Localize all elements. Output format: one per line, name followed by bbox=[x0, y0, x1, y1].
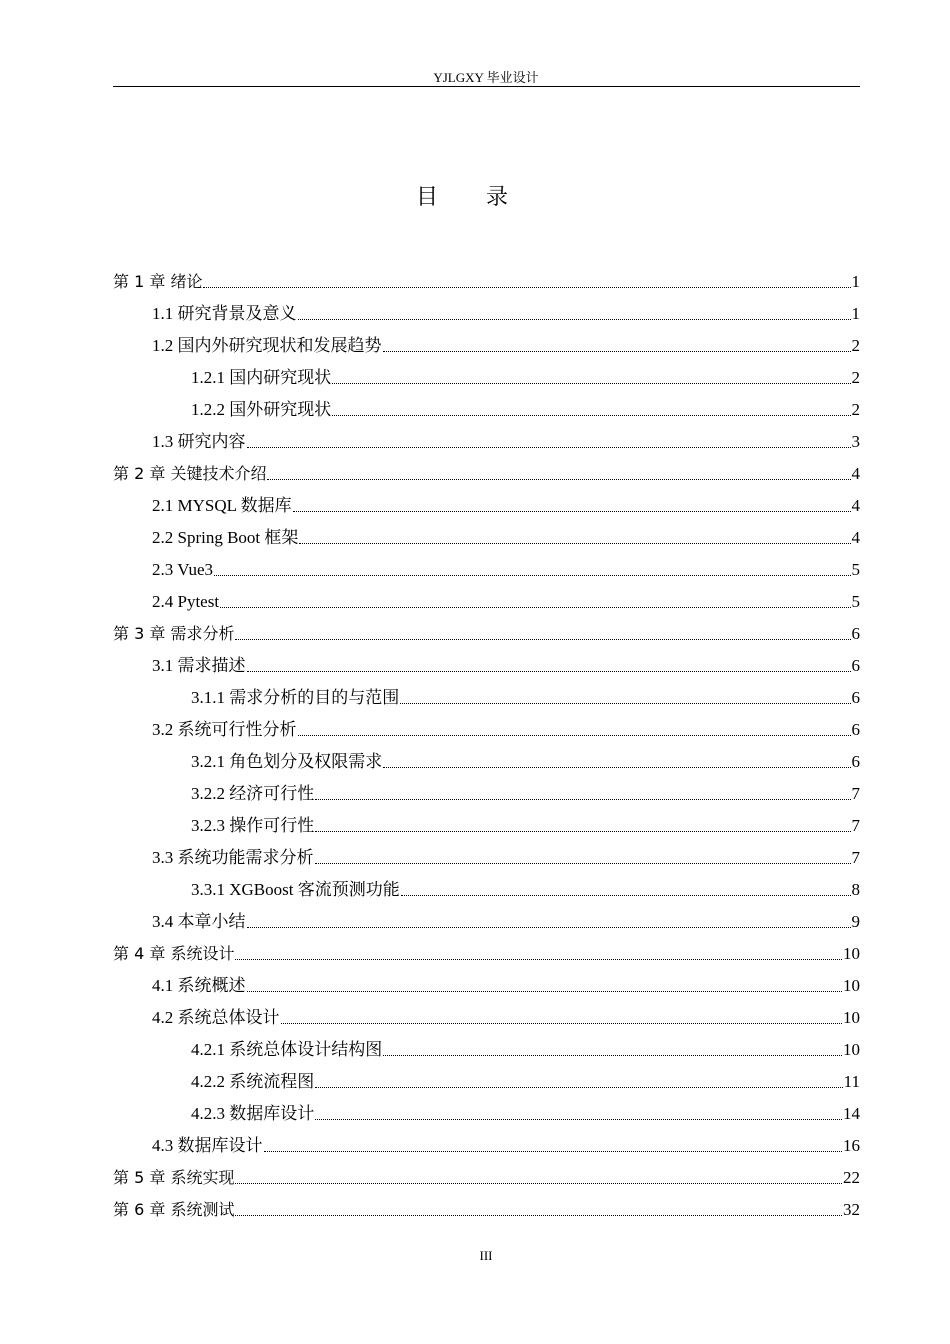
toc-entry-label: 3.3.1 XGBoost 客流预测功能 bbox=[191, 880, 400, 899]
toc-leader-dots bbox=[315, 863, 851, 864]
toc-leader-dots bbox=[400, 703, 850, 704]
toc-leader-dots bbox=[332, 383, 850, 384]
toc-entry[interactable] bbox=[113, 842, 860, 874]
toc-entry-page: 5 bbox=[851, 592, 860, 611]
toc-entry-page: 10 bbox=[843, 976, 860, 995]
toc-entry-label: 3.1.1 需求分析的目的与范围 bbox=[191, 688, 400, 707]
toc-entry-page: 8 bbox=[851, 880, 860, 899]
toc-entry[interactable] bbox=[113, 1194, 860, 1226]
toc-entry[interactable] bbox=[113, 1162, 860, 1194]
toc-entry-label: 4.3 数据库设计 bbox=[152, 1136, 263, 1155]
toc-entry-page: 3 bbox=[851, 432, 860, 451]
toc-entry-label: 3.3 系统功能需求分析 bbox=[152, 848, 314, 867]
toc-entry[interactable] bbox=[113, 714, 860, 746]
toc-entry[interactable] bbox=[113, 1002, 860, 1034]
toc-entry-label: 1.2.2 国外研究现状 bbox=[191, 400, 332, 419]
toc-leader-dots bbox=[247, 447, 851, 448]
toc-leader-dots bbox=[315, 831, 850, 832]
toc-leader-dots bbox=[383, 351, 851, 352]
toc-entry[interactable] bbox=[113, 1066, 860, 1098]
toc-entry-label: 1.3 研究内容 bbox=[152, 432, 246, 451]
toc-entry-label: 2.2 Spring Boot 框架 bbox=[152, 528, 299, 547]
toc-entry-page: 7 bbox=[851, 784, 860, 803]
toc-entry-page: 10 bbox=[843, 944, 860, 963]
toc-leader-dots bbox=[220, 607, 850, 608]
toc-entry[interactable] bbox=[113, 810, 860, 842]
toc-entry-label: 1.2 国内外研究现状和发展趋势 bbox=[152, 336, 382, 355]
toc-leader-dots bbox=[332, 415, 850, 416]
toc-leader-dots bbox=[247, 671, 851, 672]
toc-entry-page: 2 bbox=[851, 368, 860, 387]
toc-entry[interactable] bbox=[113, 874, 860, 906]
toc-entry-page: 4 bbox=[851, 528, 860, 547]
toc-leader-dots bbox=[235, 1215, 842, 1216]
toc-leader-dots bbox=[315, 1087, 842, 1088]
toc-leader-dots bbox=[235, 959, 842, 960]
toc-entry-page: 6 bbox=[851, 688, 860, 707]
toc-leader-dots bbox=[235, 1183, 842, 1184]
toc-entry-label: 1.2.1 国内研究现状 bbox=[191, 368, 332, 387]
toc-entry-label: 4.2.3 数据库设计 bbox=[191, 1104, 315, 1123]
page-number: III bbox=[479, 1248, 493, 1263]
toc-entry[interactable] bbox=[113, 970, 860, 1002]
toc-entry-page: 2 bbox=[851, 400, 860, 419]
toc-entry[interactable] bbox=[113, 522, 860, 554]
toc-entry[interactable] bbox=[113, 426, 860, 458]
toc-leader-dots bbox=[264, 1151, 843, 1152]
toc-entry[interactable] bbox=[113, 586, 860, 618]
toc-entry-page: 6 bbox=[851, 624, 860, 643]
toc-entry-page: 6 bbox=[851, 720, 860, 739]
toc-entry-label: 4.2.2 系统流程图 bbox=[191, 1072, 315, 1091]
toc-entry-page: 2 bbox=[851, 336, 860, 355]
toc-entry[interactable] bbox=[113, 490, 860, 522]
toc-leader-dots bbox=[315, 1119, 842, 1120]
toc-entry-label: 第 5 章 系统实现 bbox=[113, 1168, 235, 1187]
toc-entry[interactable] bbox=[113, 266, 860, 298]
toc-leader-dots bbox=[281, 1023, 843, 1024]
toc-entry-label: 第 3 章 需求分析 bbox=[113, 624, 235, 643]
toc-entry-label: 4.2 系统总体设计 bbox=[152, 1008, 280, 1027]
toc-entry[interactable] bbox=[113, 682, 860, 714]
toc-entry-page: 9 bbox=[851, 912, 860, 931]
toc-entry[interactable] bbox=[113, 298, 860, 330]
toc-entry-label: 4.2.1 系统总体设计结构图 bbox=[191, 1040, 383, 1059]
toc-entry[interactable] bbox=[113, 1034, 860, 1066]
toc-leader-dots bbox=[401, 895, 851, 896]
toc-entry-page: 1 bbox=[851, 304, 860, 323]
page-header: YJLGXY 毕业设计 bbox=[433, 70, 539, 85]
toc-entry-page: 11 bbox=[843, 1072, 860, 1091]
toc-leader-dots bbox=[203, 287, 850, 288]
toc-entry-page: 14 bbox=[843, 1104, 860, 1123]
toc-leader-dots bbox=[298, 735, 851, 736]
toc-entry-page: 7 bbox=[851, 848, 860, 867]
toc-entry-label: 3.2.3 操作可行性 bbox=[191, 816, 315, 835]
toc-entry-page: 10 bbox=[843, 1040, 860, 1059]
table-of-contents bbox=[113, 266, 860, 1226]
toc-entry-label: 3.4 本章小结 bbox=[152, 912, 246, 931]
toc-entry-page: 6 bbox=[851, 752, 860, 771]
toc-leader-dots bbox=[247, 991, 843, 992]
toc-entry-label: 第 2 章 关键技术介绍 bbox=[113, 464, 267, 483]
toc-entry-label: 3.1 需求描述 bbox=[152, 656, 246, 675]
toc-leader-dots bbox=[293, 511, 851, 512]
toc-leader-dots bbox=[267, 479, 850, 480]
toc-entry-page: 22 bbox=[843, 1168, 860, 1187]
toc-entry-page: 7 bbox=[851, 816, 860, 835]
toc-entry-label: 2.3 Vue3 bbox=[152, 560, 213, 579]
toc-entry-page: 6 bbox=[851, 656, 860, 675]
toc-leader-dots bbox=[235, 639, 850, 640]
toc-entry-label: 第 1 章 绪论 bbox=[113, 272, 203, 291]
toc-entry-label: 1.1 研究背景及意义 bbox=[152, 304, 297, 323]
header-divider bbox=[113, 86, 860, 87]
toc-entry[interactable] bbox=[113, 746, 860, 778]
toc-entry-page: 1 bbox=[851, 272, 860, 291]
toc-entry[interactable] bbox=[113, 778, 860, 810]
toc-entry[interactable] bbox=[113, 1130, 860, 1162]
toc-entry[interactable] bbox=[113, 650, 860, 682]
toc-leader-dots bbox=[383, 767, 850, 768]
toc-entry[interactable] bbox=[113, 618, 860, 650]
toc-entry-label: 第 4 章 系统设计 bbox=[113, 944, 235, 963]
toc-entry-label: 第 6 章 系统测试 bbox=[113, 1200, 235, 1219]
toc-entry[interactable] bbox=[113, 938, 860, 970]
toc-entry-label: 3.2.2 经济可行性 bbox=[191, 784, 315, 803]
toc-title: 目录 bbox=[415, 185, 556, 210]
toc-entry[interactable] bbox=[113, 362, 860, 394]
toc-entry[interactable] bbox=[113, 394, 860, 426]
toc-leader-dots bbox=[214, 575, 851, 576]
toc-entry[interactable] bbox=[113, 458, 860, 490]
toc-entry[interactable] bbox=[113, 906, 860, 938]
toc-entry-label: 2.1 MYSQL 数据库 bbox=[152, 496, 292, 515]
toc-entry-page: 10 bbox=[843, 1008, 860, 1027]
toc-leader-dots bbox=[383, 1055, 842, 1056]
toc-leader-dots bbox=[299, 543, 850, 544]
toc-entry-page: 4 bbox=[851, 496, 860, 515]
toc-entry[interactable] bbox=[113, 330, 860, 362]
toc-entry[interactable] bbox=[113, 1098, 860, 1130]
toc-entry-page: 16 bbox=[843, 1136, 860, 1155]
toc-entry-page: 32 bbox=[843, 1200, 860, 1219]
toc-leader-dots bbox=[247, 927, 851, 928]
toc-entry-label: 4.1 系统概述 bbox=[152, 976, 246, 995]
toc-entry-page: 5 bbox=[851, 560, 860, 579]
toc-leader-dots bbox=[315, 799, 850, 800]
toc-leader-dots bbox=[298, 319, 851, 320]
toc-entry-label: 3.2 系统可行性分析 bbox=[152, 720, 297, 739]
toc-entry-label: 3.2.1 角色划分及权限需求 bbox=[191, 752, 383, 771]
toc-entry-page: 4 bbox=[851, 464, 860, 483]
toc-entry[interactable] bbox=[113, 554, 860, 586]
toc-entry-label: 2.4 Pytest bbox=[152, 592, 220, 611]
